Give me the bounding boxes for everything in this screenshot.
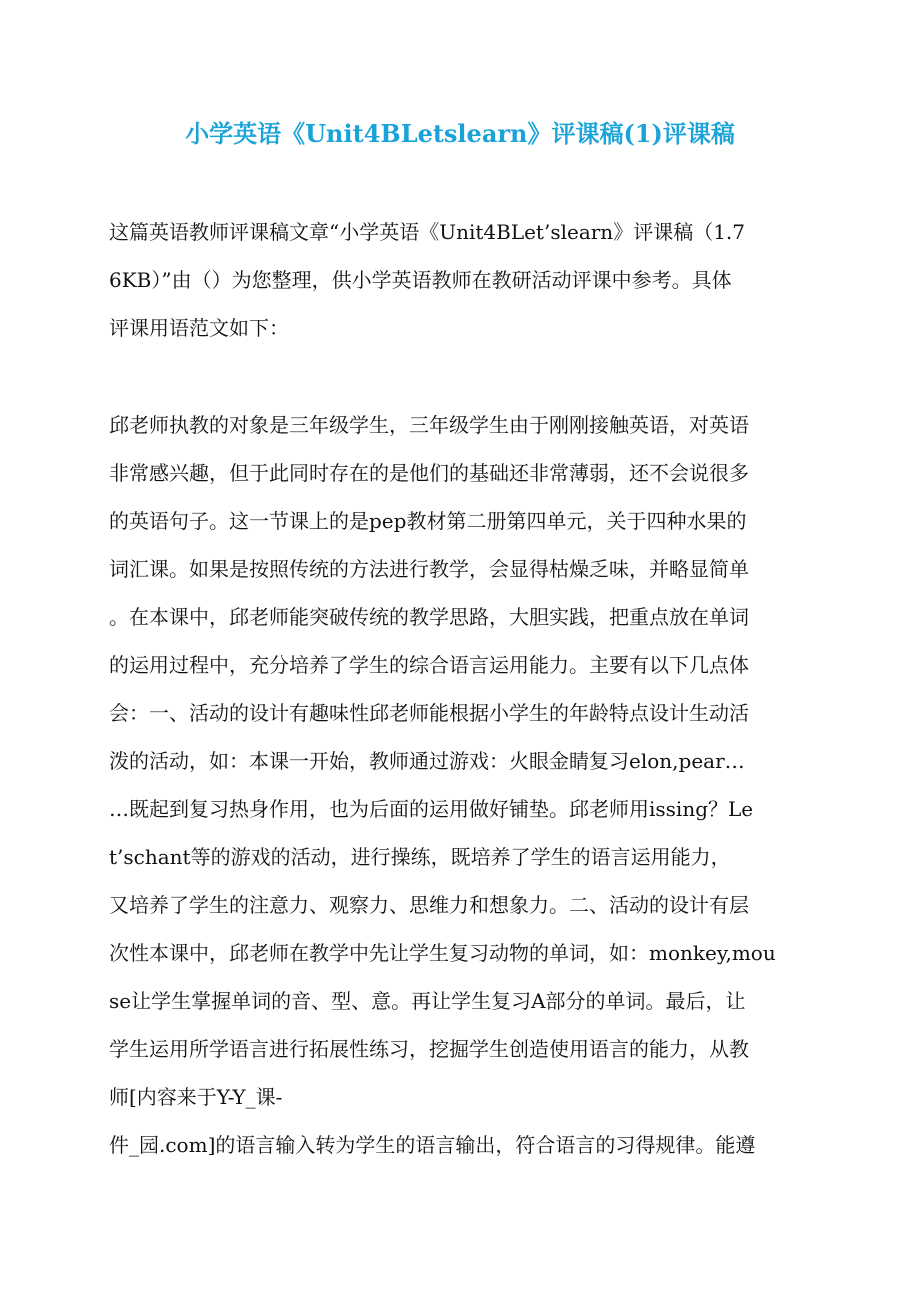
body-line-15: 师[内容来于Y-Y_课-: [109, 1085, 283, 1109]
body-line-3: 的英语句子。这一节课上的是pep教材第二册第四单元，关于四种水果的: [109, 509, 747, 533]
body-line-13: se让学生掌握单词的音、型、意。再让学生复习A部分的单词。最后，让: [109, 989, 746, 1013]
body-line-5: 。在本课中，邱老师能突破传统的教学思路，大胆实践，把重点放在单词: [109, 605, 749, 629]
body-line-8: 泼的活动，如：本课一开始，教师通过游戏：火眼金睛复习elon,pear…: [109, 749, 745, 773]
body-line-16: 件_园.com]的语言输入转为学生的语言输出，符合语言的习得规律。能遵: [109, 1133, 756, 1157]
body-line-1: 邱老师执教的对象是三年级学生，三年级学生由于刚刚接触英语，对英语: [109, 413, 749, 437]
page-title: 小学英语《Unit4BLetslearn》评课稿(1)评课稿: [185, 119, 735, 148]
body-line-9: …既起到复习热身作用，也为后面的运用做好铺垫。邱老师用issing？Le: [109, 797, 754, 821]
intro-line-2: 6KB）”由（）为您整理，供小学英语教师在教研活动评课中参考。具体: [109, 268, 732, 292]
body-line-10: t’schant等的游戏的活动，进行操练，既培养了学生的语言运用能力，: [109, 845, 731, 869]
intro-line-3: 评课用语范文如下：: [109, 316, 289, 340]
body-line-7: 会：一、活动的设计有趣味性邱老师能根据小学生的年龄特点设计生动活: [109, 701, 749, 725]
body-line-2: 非常感兴趣，但于此同时存在的是他们的基础还非常薄弱，还不会说很多: [109, 461, 749, 485]
intro-line-1: 这篇英语教师评课稿文章“小学英语《Unit4BLet’slearn》评课稿（1.7: [109, 220, 745, 244]
body-line-14: 学生运用所学语言进行拓展性练习，挖掘学生创造使用语言的能力，从教: [109, 1037, 749, 1061]
body-line-4: 词汇课。如果是按照传统的方法进行教学，会显得枯燥乏味，并略显简单: [109, 557, 749, 581]
body-line-12: 次性本课中，邱老师在教学中先让学生复习动物的单词，如：monkey,mou: [109, 941, 776, 965]
body-line-11: 又培养了学生的注意力、观察力、思维力和想象力。二、活动的设计有层: [109, 893, 749, 917]
body-line-6: 的运用过程中，充分培养了学生的综合语言运用能力。主要有以下几点体: [109, 653, 749, 677]
